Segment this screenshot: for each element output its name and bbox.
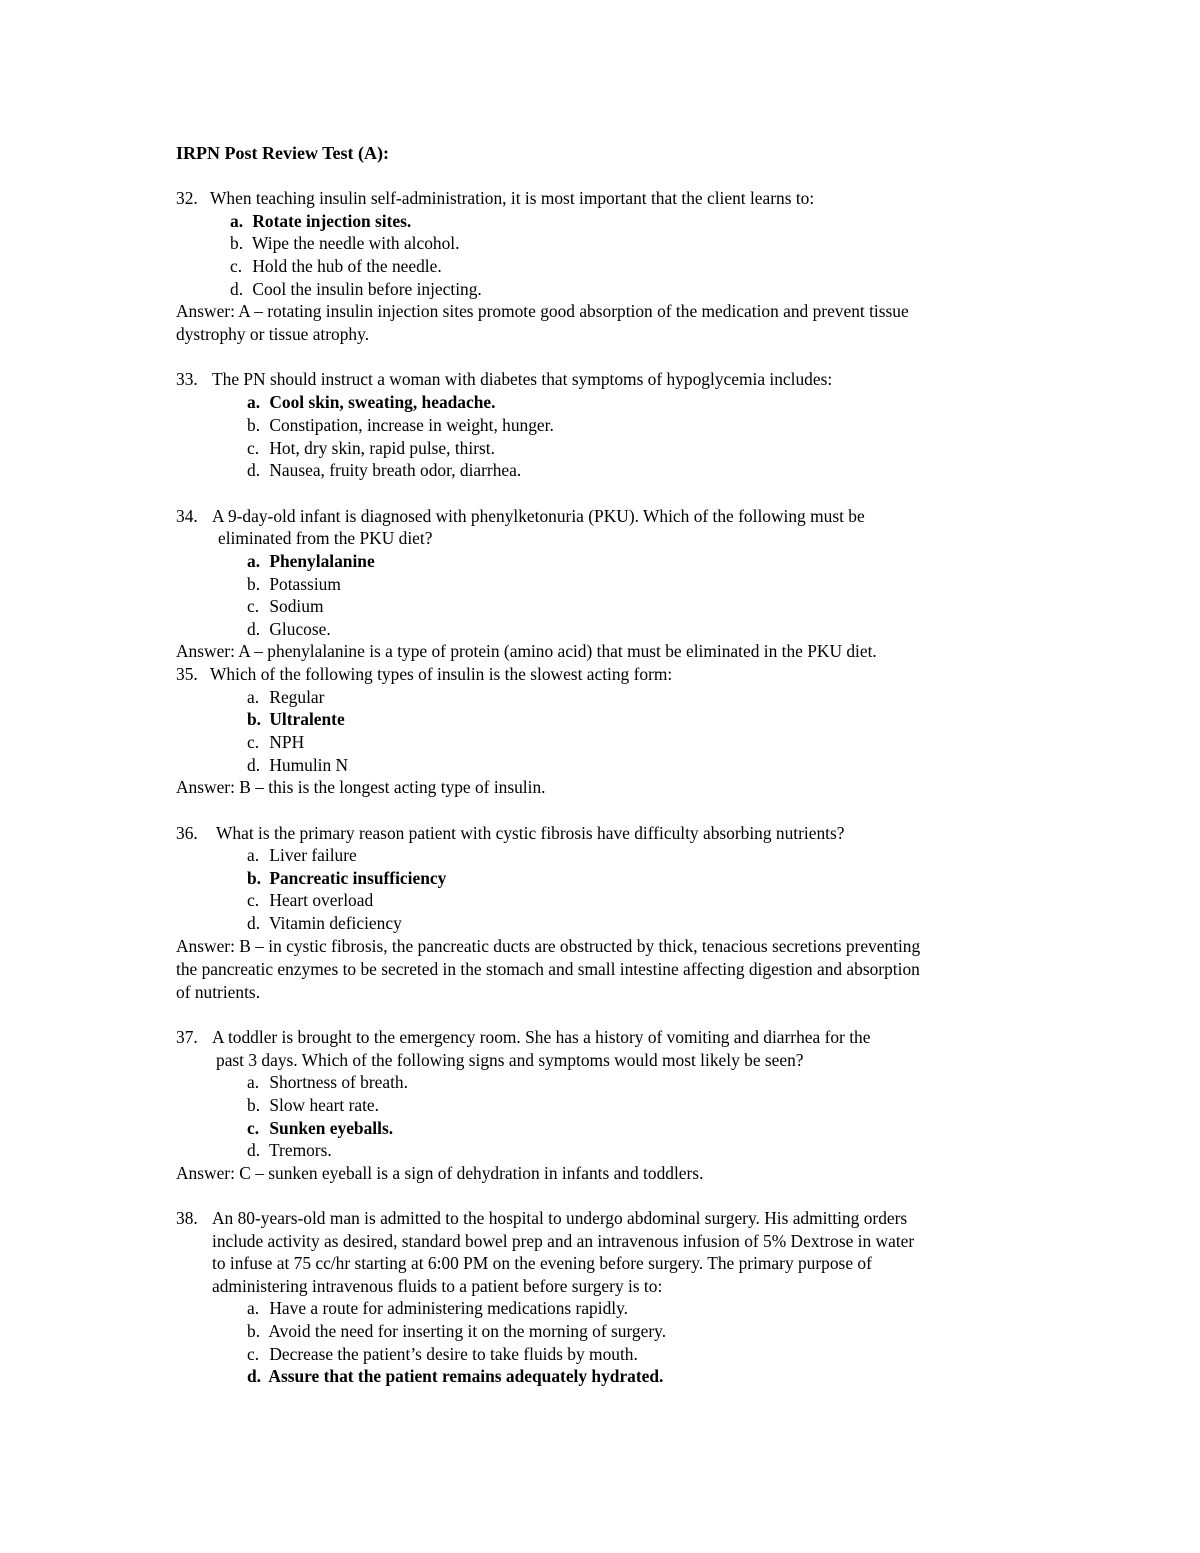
question-35-option-a	[247, 686, 324, 708]
question-33-number: 33.	[176, 369, 198, 389]
question-37-option-b	[247, 1094, 379, 1116]
option-letter: a.	[247, 1072, 260, 1092]
question-33-option-a	[247, 391, 495, 413]
question-36-option-b	[247, 867, 446, 889]
question-34-stem-line-1: A 9-day-old infant is diagnosed with phenylketonuria (PKU). Which of the following must be	[212, 506, 865, 526]
option-letter: b.	[247, 1095, 261, 1115]
option-text: Wipe the needle with alcohol.	[252, 233, 460, 253]
option-letter: a.	[247, 392, 261, 412]
question-34-answer: Answer: A – phenylalanine is a type of protein (amino acid) that must be eliminated in the PKU diet.	[176, 641, 877, 661]
question-37-stem-line-2: past 3 days. Which of the following signs and symptoms would most likely be seen?	[216, 1050, 804, 1070]
option-text: Assure that the patient remains adequately hydrated.	[268, 1366, 664, 1386]
option-text: Tremors.	[269, 1140, 332, 1160]
question-37-option-c	[247, 1117, 393, 1139]
option-letter: a.	[247, 1298, 260, 1318]
question-32-option-c	[230, 255, 442, 277]
question-36-stem: What is the primary reason patient with cystic fibrosis have difficulty absorbing nutrients?	[216, 823, 845, 843]
question-38-stem-line-4: administering intravenous fluids to a patient before surgery is to:	[212, 1276, 663, 1296]
question-36-option-d	[247, 912, 402, 934]
option-text: Sunken eyeballs.	[269, 1118, 394, 1138]
option-letter: d.	[247, 1140, 261, 1160]
question-36-answer-line-3: of nutrients.	[176, 982, 261, 1002]
question-37-answer: Answer: C – sunken eyeball is a sign of dehydration in infants and toddlers.	[176, 1163, 704, 1183]
question-35-option-d	[247, 754, 348, 776]
question-37-option-d	[247, 1139, 332, 1161]
option-letter: b.	[247, 868, 262, 888]
question-35-option-b	[247, 708, 345, 730]
option-text: Humulin N	[269, 755, 349, 775]
option-letter: c.	[247, 1344, 260, 1364]
option-letter: a.	[247, 551, 261, 571]
option-text: Ultralente	[269, 709, 345, 729]
question-32-stem: When teaching insulin self-administration, it is most important that the client learns to:	[210, 188, 815, 208]
option-text: Hot, dry skin, rapid pulse, thirst.	[269, 438, 495, 458]
question-35-option-c	[247, 731, 304, 753]
question-36-option-c	[247, 889, 373, 911]
question-36-answer-line-2: the pancreatic enzymes to be secreted in the stomach and small intestine affecting digestion and absorption	[176, 959, 920, 979]
question-34-number: 34.	[176, 506, 198, 526]
option-letter: c.	[247, 596, 260, 616]
question-38-stem-line-2: include activity as desired, standard bowel prep and an intravenous infusion of 5% Dextrose in water	[212, 1231, 915, 1251]
option-letter: d.	[247, 460, 261, 480]
option-text: Rotate injection sites.	[252, 211, 412, 231]
question-32-option-d	[230, 278, 482, 300]
option-text: Potassium	[269, 574, 341, 594]
question-32-answer-line-1: Answer: A – rotating insulin injection sites promote good absorption of the medication and prevent tissue	[176, 301, 909, 321]
option-text: Cool the insulin before injecting.	[252, 279, 482, 299]
option-letter: b.	[247, 415, 261, 435]
option-letter: b.	[230, 233, 244, 253]
option-text: Liver failure	[269, 845, 357, 865]
question-35-number: 35.	[176, 664, 198, 684]
option-text: Heart overload	[269, 890, 374, 910]
option-text: Sodium	[269, 596, 324, 616]
question-36-answer-line-1: Answer: B – in cystic fibrosis, the pancreatic ducts are obstructed by thick, tenacious secretions preventing	[176, 936, 921, 956]
question-35-stem: Which of the following types of insulin is the slowest acting form:	[210, 664, 673, 684]
option-text: Nausea, fruity breath odor, diarrhea.	[269, 460, 522, 480]
option-letter: b.	[247, 709, 262, 729]
option-letter: c.	[247, 438, 260, 458]
question-34-option-b	[247, 573, 341, 595]
question-38-option-c	[247, 1343, 638, 1365]
option-letter: a.	[247, 845, 260, 865]
question-34-stem-line-2: eliminated from the PKU diet?	[218, 528, 433, 548]
option-text: Regular	[269, 687, 325, 707]
question-38-option-d	[247, 1365, 663, 1387]
question-38-number: 38.	[176, 1208, 198, 1228]
option-letter: a.	[230, 211, 244, 231]
question-36-number: 36.	[176, 823, 198, 843]
question-32-option-b	[230, 232, 459, 254]
option-letter: b.	[247, 1321, 261, 1341]
option-text: Hold the hub of the needle.	[252, 256, 442, 276]
option-text: Have a route for administering medications rapidly.	[269, 1298, 629, 1318]
option-letter: d.	[230, 279, 244, 299]
question-38-option-b	[247, 1320, 666, 1342]
option-letter: d.	[247, 1366, 262, 1386]
question-38-option-a	[247, 1297, 628, 1319]
option-text: Cool skin, sweating, headache.	[269, 392, 496, 412]
question-37-stem-line-1: A toddler is brought to the emergency room. She has a history of vomiting and diarrhea for the	[212, 1027, 871, 1047]
question-34-option-a	[247, 550, 375, 572]
option-text: Shortness of breath.	[269, 1072, 408, 1092]
question-35-answer: Answer: B – this is the longest acting type of insulin.	[176, 777, 546, 797]
question-34-option-d	[247, 618, 331, 640]
question-38-stem-line-1: An 80-years-old man is admitted to the hospital to undergo abdominal surgery. His admitting orders	[212, 1208, 908, 1228]
question-33-option-d	[247, 459, 521, 481]
question-37-option-a	[247, 1071, 408, 1093]
option-text: Slow heart rate.	[269, 1095, 379, 1115]
page-title: IRPN Post Review Test (A):	[176, 143, 389, 163]
question-33-option-c	[247, 437, 495, 459]
option-text: Avoid the need for inserting it on the morning of surgery.	[268, 1321, 667, 1341]
option-text: NPH	[269, 732, 305, 752]
option-text: Glucose.	[269, 619, 331, 639]
option-text: Decrease the patient’s desire to take fluids by mouth.	[269, 1344, 638, 1364]
option-letter: c.	[230, 256, 243, 276]
option-letter: d.	[247, 755, 261, 775]
question-33-option-b	[247, 414, 554, 436]
option-letter: b.	[247, 574, 261, 594]
question-33-stem: The PN should instruct a woman with diabetes that symptoms of hypoglycemia includes:	[212, 369, 833, 389]
option-letter: d.	[247, 619, 261, 639]
option-letter: c.	[247, 890, 260, 910]
question-32-option-a	[230, 210, 411, 232]
option-letter: c.	[247, 1118, 260, 1138]
question-32-answer-line-2: dystrophy or tissue atrophy.	[176, 324, 370, 344]
option-letter: d.	[247, 913, 261, 933]
question-32-number: 32.	[176, 188, 198, 208]
option-text: Pancreatic insufficiency	[269, 868, 447, 888]
question-38-stem-line-3: to infuse at 75 cc/hr starting at 6:00 PM on the evening before surgery. The primary purpose of	[212, 1253, 872, 1273]
question-34-option-c	[247, 595, 323, 617]
question-37-number: 37.	[176, 1027, 198, 1047]
option-text: Vitamin deficiency	[269, 913, 402, 933]
option-text: Phenylalanine	[269, 551, 375, 571]
option-letter: a.	[247, 687, 260, 707]
question-36-option-a	[247, 844, 357, 866]
option-text: Constipation, increase in weight, hunger.	[269, 415, 554, 435]
option-letter: c.	[247, 732, 260, 752]
